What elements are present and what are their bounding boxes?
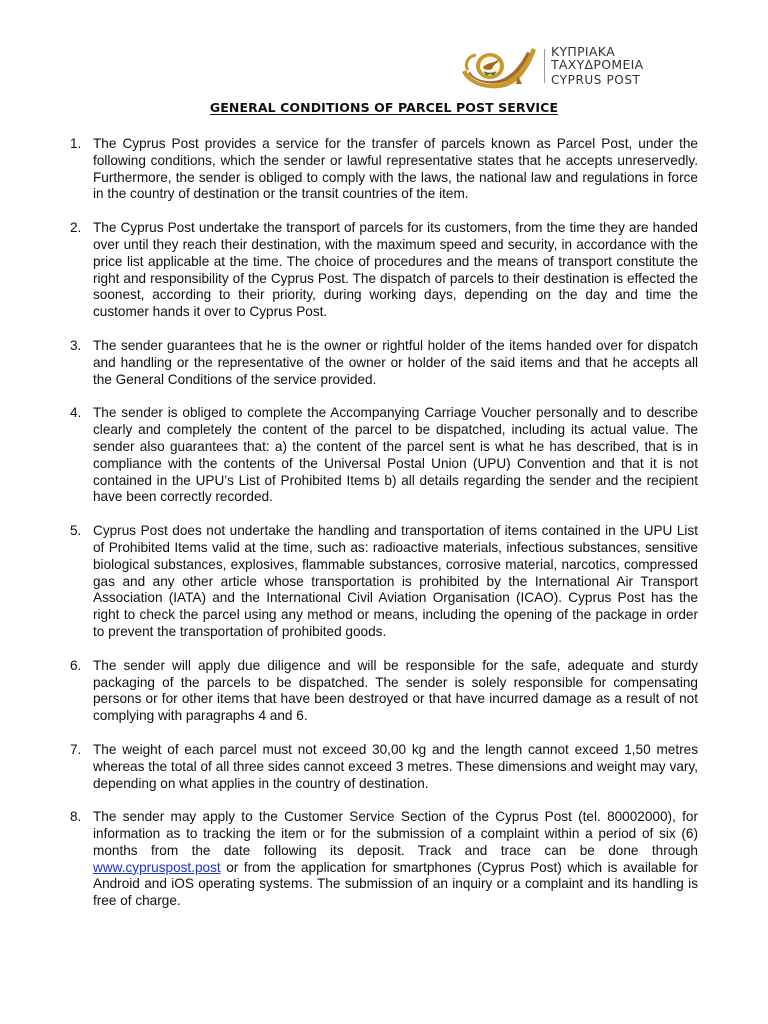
term-number: 6.	[70, 657, 82, 673]
term-text: The Cyprus Post provides a service for the transfer of parcels known as Parcel Post, under the following conditions, which the sender or lawful representative states that he accepts unreservedly. Furthermore, the sender is obliged to comply with the laws, the national law and regulations in force in the country of destination or the transit countries of the item.	[93, 136, 698, 202]
term-number: 3.	[70, 337, 82, 353]
term-text-after-link: or from the application for smartphones (Cyprus Post) which is available for Android and iOS operating systems. The submission of an inquiry or a complaint and its handling is free of charge.	[93, 859, 698, 909]
term-number: 5.	[70, 523, 82, 539]
logo-divider	[544, 49, 545, 83]
term-text-before-link: The sender may apply to the Customer Service Section of the Cyprus Post (tel. 80002000), for information as to tracking the item or for the submission of a complaint within a period of six (6) months from the date following its deposit. Track and trace can be done through	[93, 809, 698, 858]
terms-list	[70, 136, 698, 927]
document-title-text: GENERAL CONDITIONS OF PARCEL POST SERVICE	[209, 100, 559, 115]
term-text: Cyprus Post does not undertake the handling and transportation of items contained in the UPU List of Prohibited Items valid at the time, such as: radioactive materials, infectious substances, sensitive biological substances, explosives, flammable substances, corrosive material, narcotics, compressed gas and any other article whose transportation is prohibited by the International Air Transport Association (IATA) and the International Civil Aviation Organisation (ICAO). Cyprus Post has the right to check the parcel using any method or means, including the opening of the package in order to prevent the transportation of prohibited goods.	[93, 523, 698, 639]
term-text: The sender is obliged to complete the Accompanying Carriage Voucher personally and to describe clearly and completely the content of the parcel to be dispatched, including its actual value. The sender also guarantees that: a) the content of the parcel sent is what he has described, that is in compliance with the contents of the Universal Postal Union (UPU) Convention and that it is not contained in the UPU’s List of Prohibited Items b) all details regarding the sender and the recipient have been correctly recorded.	[93, 405, 698, 505]
term-number: 1.	[70, 136, 82, 151]
logo-text	[551, 45, 705, 87]
term-item-7	[70, 742, 698, 792]
term-text: The sender guarantees that he is the owner or rightful holder of the items handed over for dispatch and handling or the representative of the owner or holder of the said items and that he accepts all the General Conditions of the service provided.	[93, 337, 698, 387]
term-item-1	[70, 136, 698, 203]
logo-greek-name: ΚΥΠΡΙΑΚΑ ΤΑΧΥΔΡΟΜΕΙΑ	[550, 44, 644, 73]
term-text: The weight of each parcel must not exceed 30,00 kg and the length cannot exceed 1,50 metres whereas the total of all three sides cannot exceed 3 metres. These dimensions and weight may vary, depending on what applies in the country of destination.	[93, 741, 698, 791]
term-item-5	[70, 523, 698, 641]
term-item-6	[70, 658, 698, 725]
term-number: 8.	[70, 809, 82, 825]
cypruspost-website-link[interactable]: www.cypruspost.post	[93, 859, 221, 875]
term-text: The Cyprus Post undertake the transport of parcels for its customers, from the time they are handed over until they reach their destination, with the maximum speed and security, in accordance with the price list applicable at the time. The choice of procedures and the means of transport constitute the right and responsibility of the Cyprus Post. The dispatch of parcels to their destination is effected the soonest, according to their priority, during working days, depending on the day and time the customer hands it over to Cyprus Post.	[93, 220, 698, 320]
term-item-2	[70, 220, 698, 321]
document-title	[0, 100, 768, 115]
term-number: 4.	[70, 405, 82, 421]
term-item-4	[70, 405, 698, 506]
cyprus-post-logo	[460, 40, 705, 92]
term-text: The sender will apply due diligence and will be responsible for the safe, adequate and sturdy packaging of the parcels to be dispatched. The sender is solely responsible for compensating persons or for other items that have been destroyed or that have incurred damage as a result of not complying with paragraphs 4 and 6.	[93, 657, 698, 724]
term-number: 2.	[70, 220, 82, 236]
term-item-8	[70, 809, 698, 910]
term-text	[93, 809, 698, 908]
term-number: 7.	[70, 741, 82, 757]
term-item-3	[70, 338, 698, 388]
post-horn-icon	[460, 40, 540, 92]
logo-latin-name: CYPRUS POST	[550, 73, 641, 88]
